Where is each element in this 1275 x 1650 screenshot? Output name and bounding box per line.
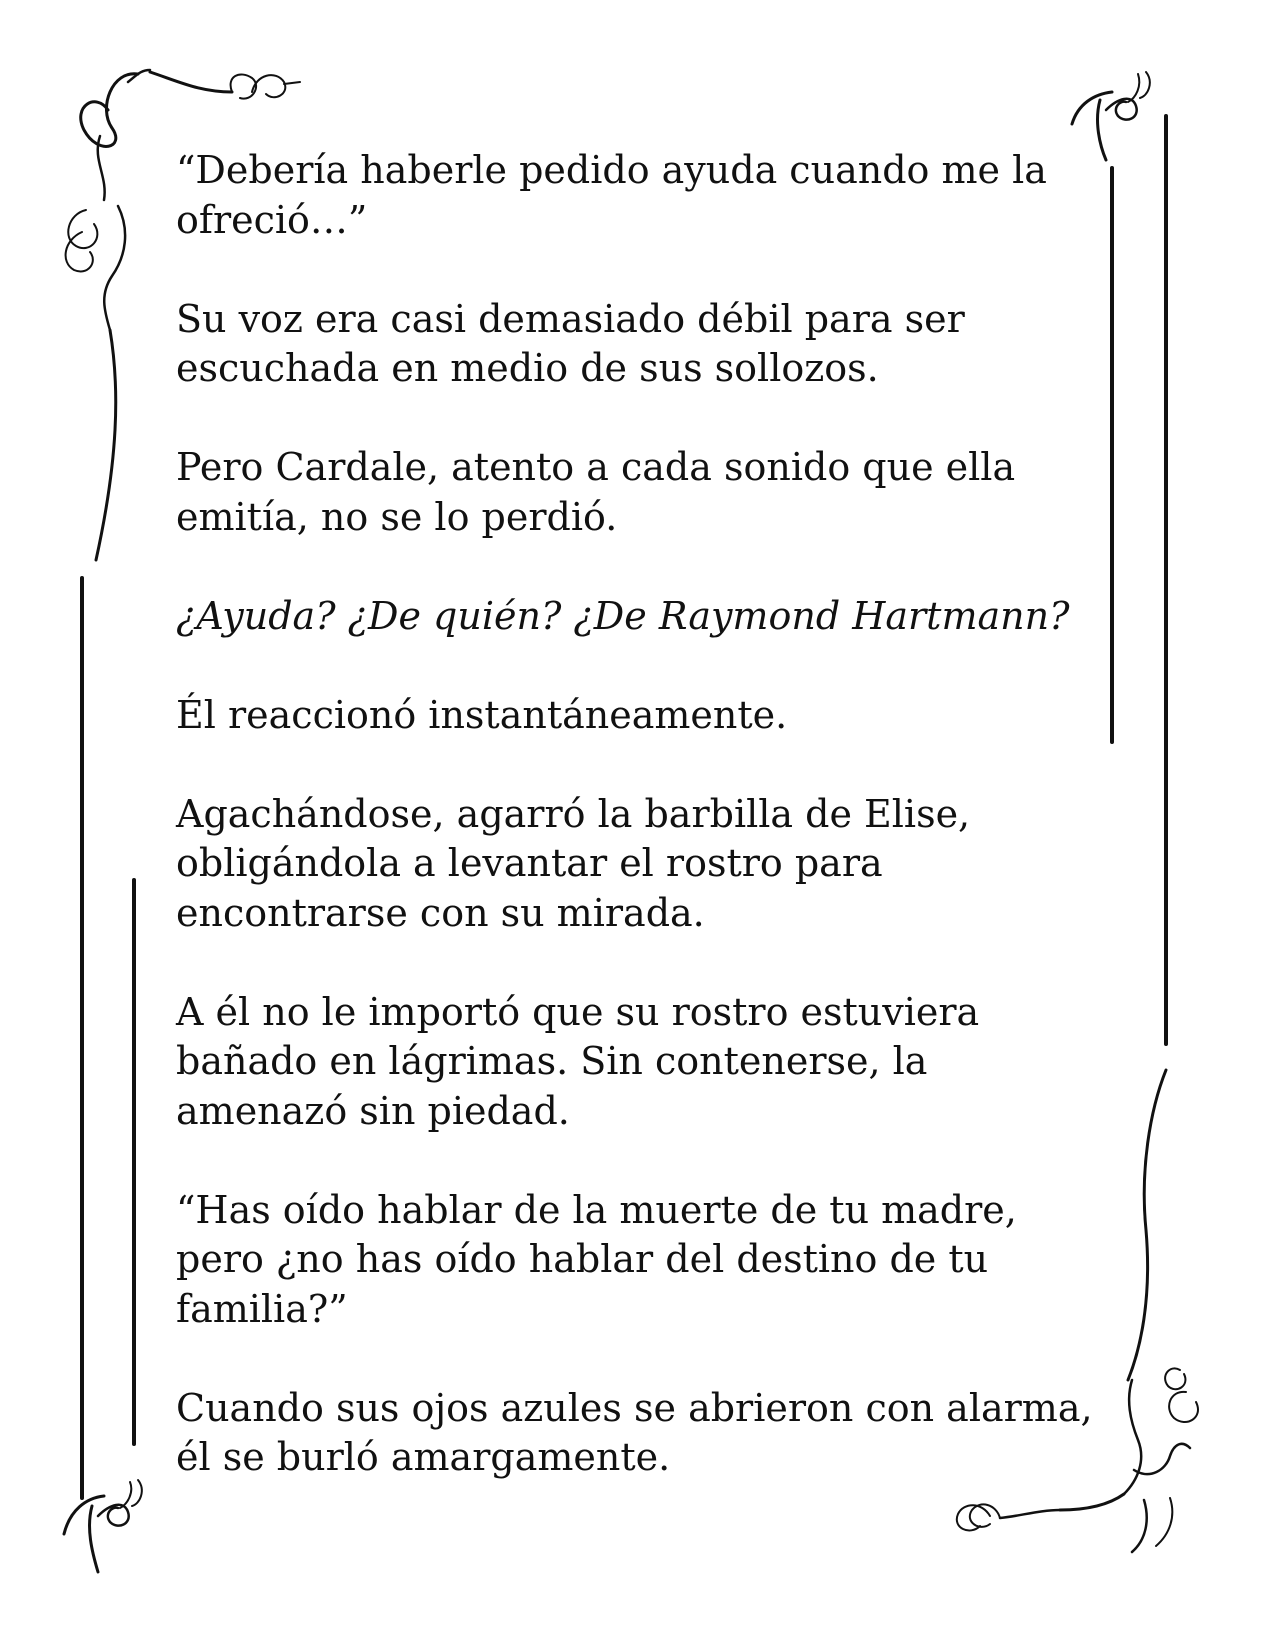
- paragraph-weak-voice: Su voz era casi demasiado débil para ser escuchada en medio de sus sollozos.: [176, 296, 965, 390]
- paragraph-threat: A él no le importó que su rostro estuviera bañado en lágrimas. Sin contenerse, la amenazó sin piedad.: [176, 989, 980, 1133]
- paragraph-cardale-listening: Pero Cardale, atento a cada sonido que ella emitía, no se lo perdió.: [176, 445, 1016, 539]
- flourish-bottom-left: [64, 1480, 142, 1572]
- paragraph-dialogue-help: “Debería haberle pedido ayuda cuando me la ofreció…”: [176, 148, 1047, 242]
- paragraph-reaction: Él reaccionó instantáneamente.: [176, 692, 788, 737]
- page-body: [176, 146, 1096, 1532]
- paragraph-bitter-mock: Cuando sus ojos azules se abrieron con alarma, él se burló amargamente.: [176, 1385, 1093, 1479]
- paragraph-grabs-chin: Agachándose, agarró la barbilla de Elise, obligándola a levantar el rostro para encontrarse con su mirada.: [176, 791, 971, 935]
- paragraph-inner-thought: ¿Ayuda? ¿De quién? ¿De Raymond Hartmann?: [176, 593, 1070, 638]
- paragraph-dialogue-family: “Has oído hablar de la muerte de tu madre, pero ¿no has oído hablar del destino de tu familia?”: [176, 1187, 1017, 1331]
